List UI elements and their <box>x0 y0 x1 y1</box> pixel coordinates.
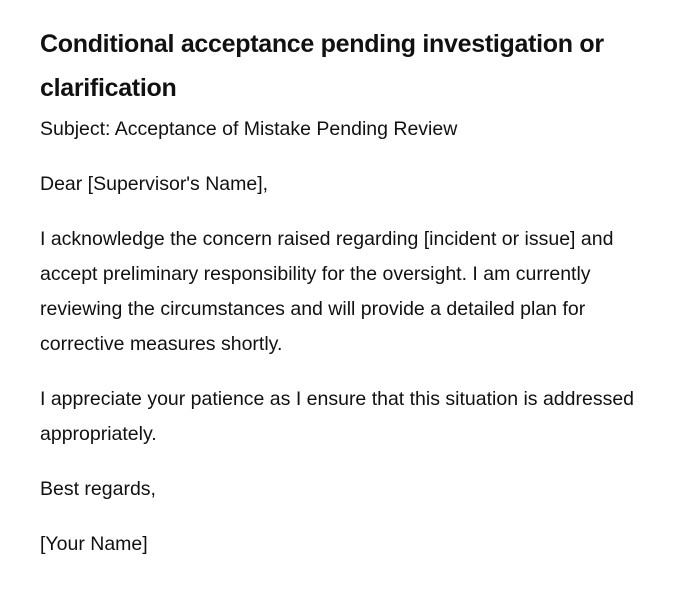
closing: Best regards, <box>40 478 156 500</box>
body-paragraph-1: I acknowledge the concern raised regarding [incident or issue] and accept preliminary responsibility for the oversight. I am currently reviewing the circumstances and will provide a detailed plan for corrective measures shortly. <box>40 228 614 355</box>
subject-line: Subject: Acceptance of Mistake Pending Review <box>40 118 458 140</box>
body-paragraph-2: I appreciate your patience as I ensure that this situation is addressed appropriately. <box>40 388 635 445</box>
signature: [Your Name] <box>40 533 148 555</box>
salutation: Dear [Supervisor's Name], <box>40 173 269 195</box>
document-title: Conditional acceptance pending investigation or clarification <box>40 30 604 102</box>
